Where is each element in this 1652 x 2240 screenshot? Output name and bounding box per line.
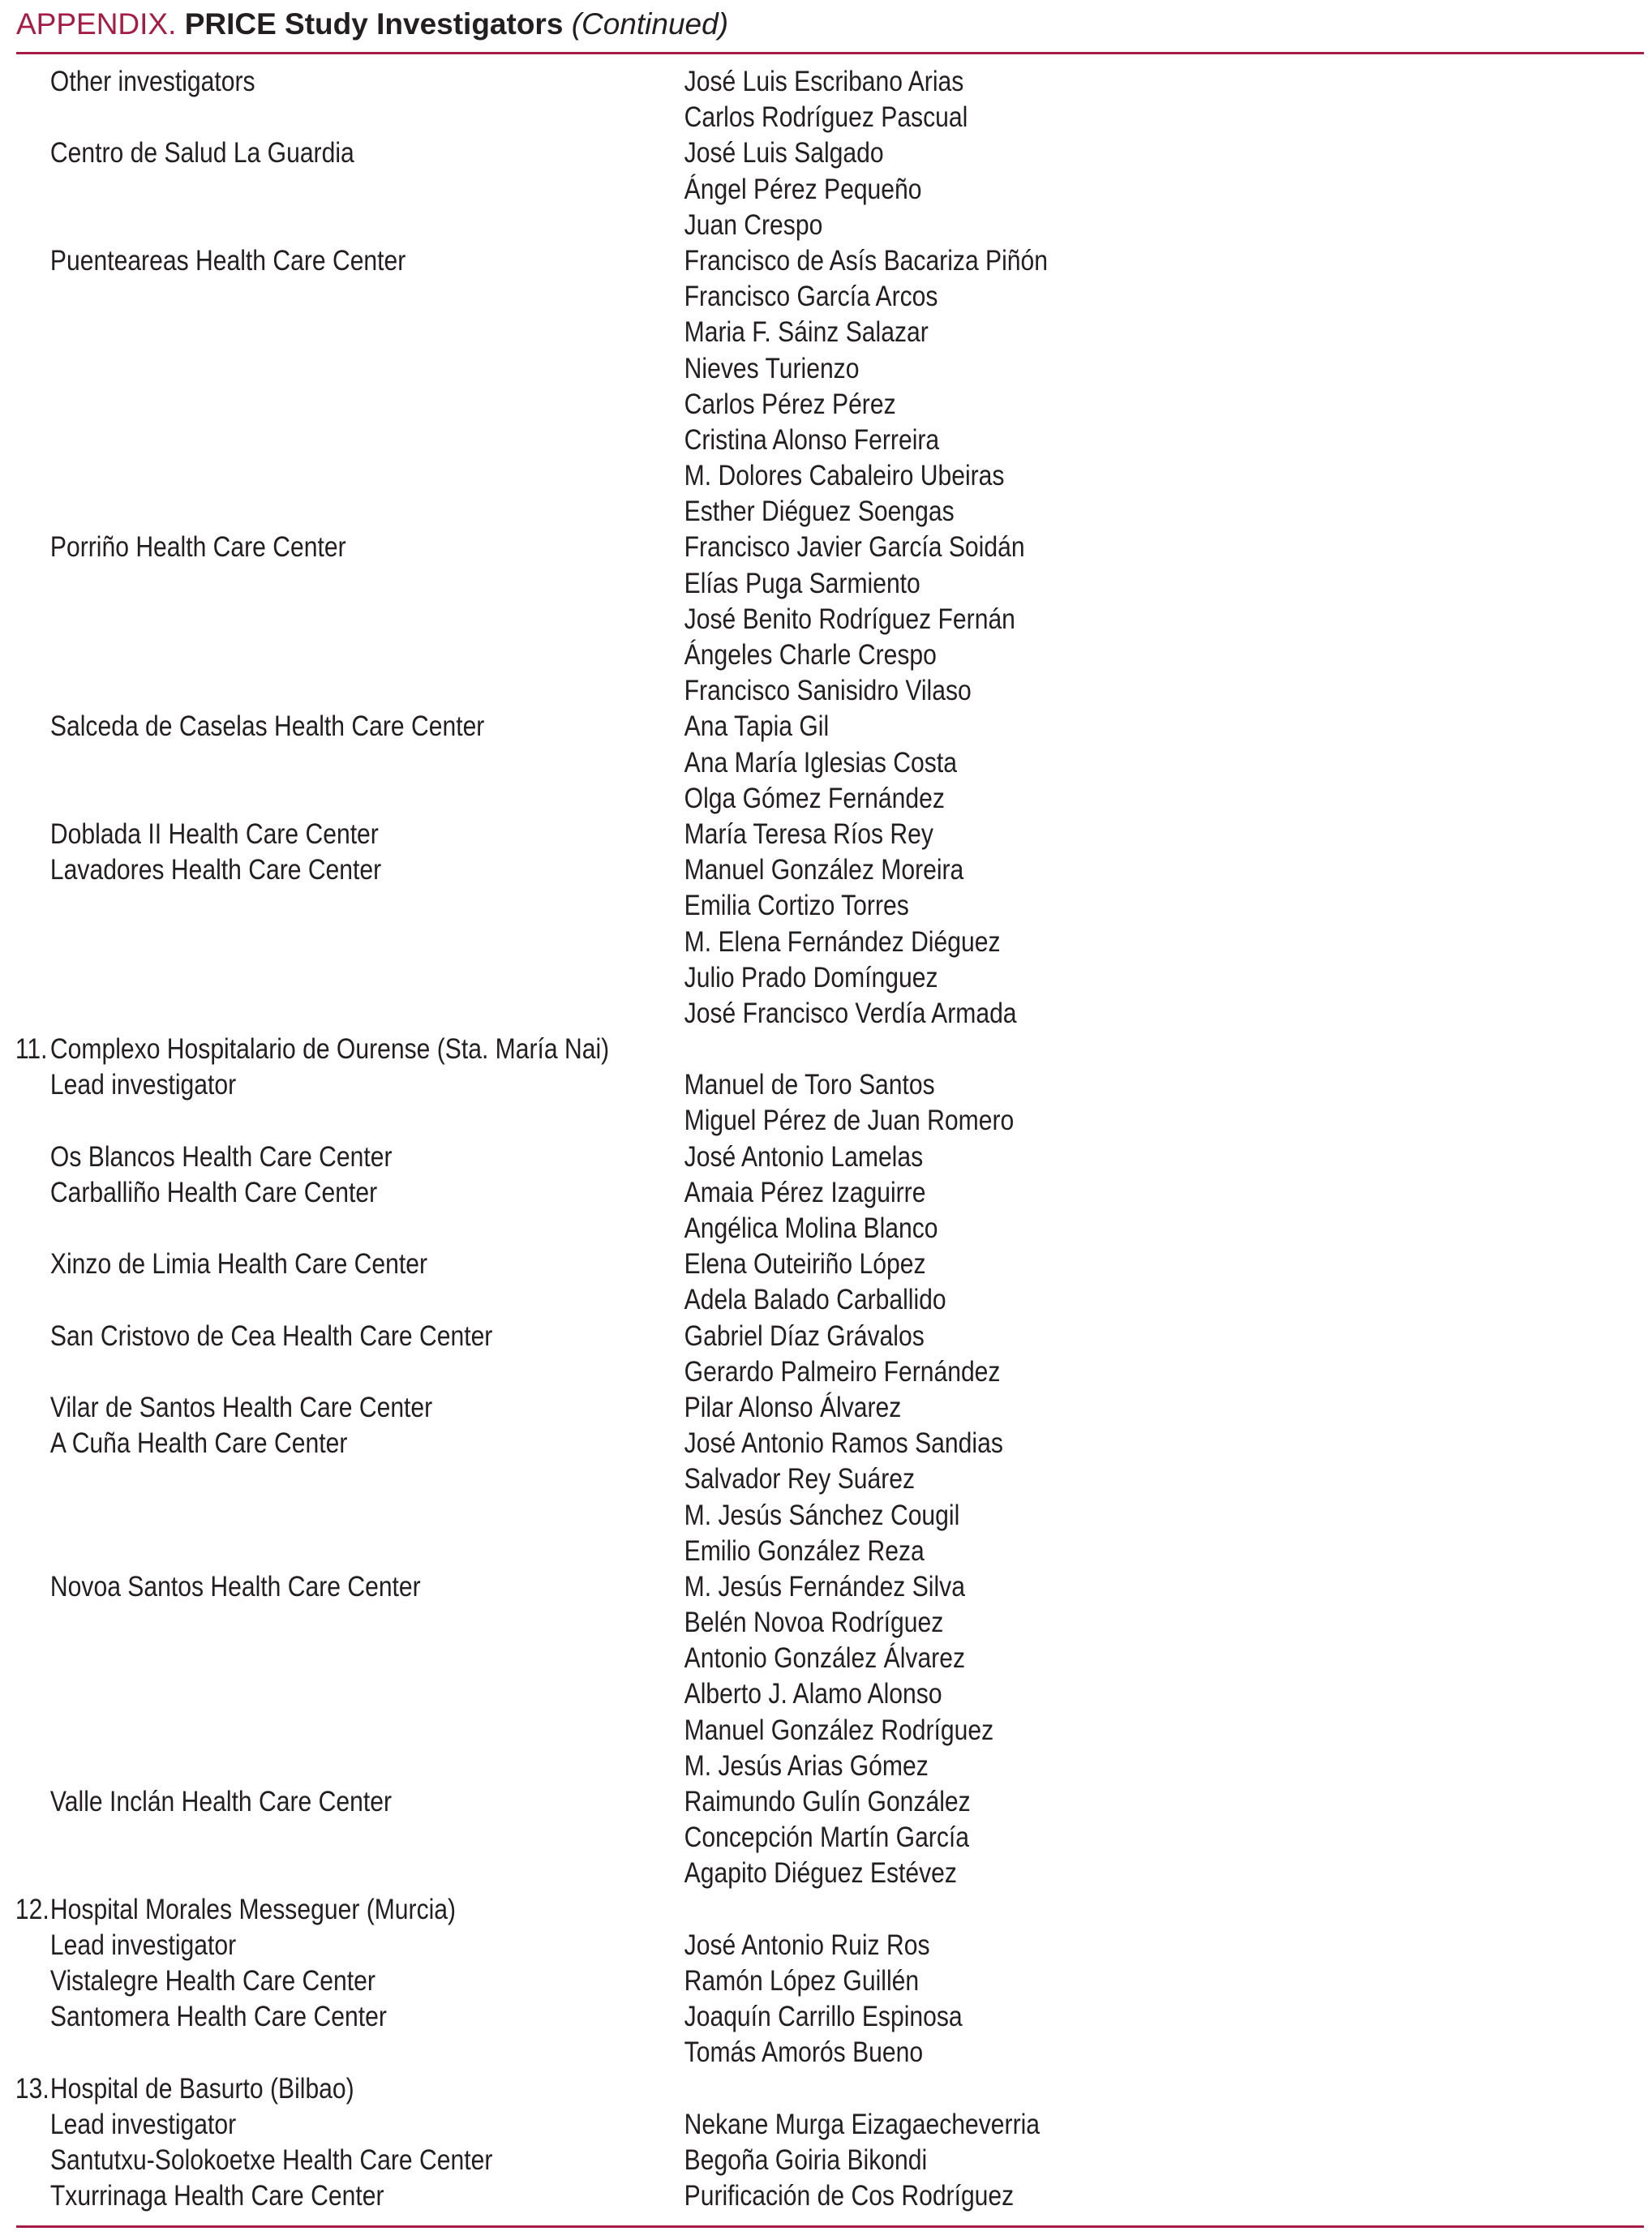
table-row xyxy=(0,1999,1421,2035)
table-row xyxy=(0,1175,1421,1211)
header-rule xyxy=(16,52,1644,54)
table-row xyxy=(0,637,1421,673)
appendix-title: PRICE Study Investigators xyxy=(184,7,564,41)
center-name: Lead investigator xyxy=(49,1929,237,1961)
table-row xyxy=(0,1319,1421,1354)
investigator-name: Pilar Alonso Álvarez xyxy=(684,1391,902,1423)
table-row xyxy=(0,781,1421,817)
table-row xyxy=(0,1390,1421,1426)
table-row xyxy=(0,852,1421,888)
table-row xyxy=(0,1749,1421,1784)
table-row xyxy=(0,1569,1421,1605)
table-row xyxy=(0,387,1421,423)
center-name: Valle Inclán Health Care Center xyxy=(49,1786,392,1817)
site-number: 13. xyxy=(15,2072,49,2105)
site-name: Hospital de Basurto (Bilbao) xyxy=(49,2072,354,2105)
investigator-name: Amaia Pérez Izaguirre xyxy=(684,1176,926,1208)
table-row xyxy=(0,1426,1421,1461)
investigator-name: Nekane Murga Eizagaecheverria xyxy=(684,2108,1041,2140)
investigator-name: Alberto J. Alamo Alonso xyxy=(684,1678,942,1710)
investigator-name: Gerardo Palmeiro Fernández xyxy=(684,1355,1001,1388)
investigator-name: Francisco Sanisidro Vilaso xyxy=(684,675,972,707)
investigator-name: José Antonio Ruiz Ros xyxy=(684,1929,930,1961)
table-row xyxy=(0,888,1421,924)
table-row xyxy=(0,2178,1421,2214)
table-row xyxy=(0,1784,1421,1820)
investigator-name: Manuel González Rodríguez xyxy=(684,1714,994,1746)
investigator-name: Belén Novoa Rodríguez xyxy=(684,1607,944,1639)
investigator-name: Esther Diéguez Soengas xyxy=(684,496,955,528)
appendix-label: APPENDIX. xyxy=(16,7,177,41)
investigator-name: Ana Tapia Gil xyxy=(684,710,830,743)
table-row xyxy=(0,315,1421,350)
investigator-name: Francisco Javier García Soidán xyxy=(684,531,1025,564)
table-row xyxy=(0,1963,1421,1999)
investigator-name: Carlos Rodríguez Pascual xyxy=(684,101,968,134)
table-row xyxy=(0,1676,1421,1712)
investigator-name: M. Jesús Sánchez Cougil xyxy=(684,1499,960,1531)
investigator-name: Olga Gómez Fernández xyxy=(684,782,945,814)
investigator-name: Emilio González Reza xyxy=(684,1534,925,1567)
center-name: Santomera Health Care Center xyxy=(49,2001,387,2033)
table-row xyxy=(0,135,1421,171)
investigator-name: Francisco García Arcos xyxy=(684,281,938,313)
table-row xyxy=(0,745,1421,781)
table-row xyxy=(0,494,1421,530)
investigator-name: M. Jesús Arias Gómez xyxy=(684,1749,929,1782)
investigator-name: Agapito Diéguez Estévez xyxy=(684,1857,957,1890)
investigator-name: Purificación de Cos Rodríguez xyxy=(684,2180,1015,2212)
table-row xyxy=(0,996,1421,1032)
table-row xyxy=(0,2107,1421,2143)
investigator-name: Begoña Goiria Bikondi xyxy=(684,2143,928,2176)
table-row xyxy=(0,1928,1421,1963)
investigator-name: Ramón López Guillén xyxy=(684,1964,920,1997)
table-row xyxy=(0,1605,1421,1641)
center-name: Salceda de Caselas Health Care Center xyxy=(49,710,485,743)
investigator-name: José Antonio Lamelas xyxy=(684,1140,924,1173)
investigator-name: Nieves Turienzo xyxy=(684,352,860,384)
site-name: Complexo Hospitalario de Ourense (Sta. María Nai) xyxy=(49,1033,610,1066)
center-name: Porriño Health Care Center xyxy=(49,531,346,564)
investigator-name: Ángeles Charle Crespo xyxy=(684,639,937,671)
investigator-name: José Antonio Ramos Sandias xyxy=(684,1427,1003,1460)
table-row xyxy=(0,1461,1421,1497)
center-name: Santutxu-Solokoetxe Health Care Center xyxy=(49,2143,493,2176)
center-name: Lead investigator xyxy=(49,1069,237,1101)
center-name: A Cuña Health Care Center xyxy=(49,1427,348,1460)
table-row xyxy=(0,208,1421,243)
table-row xyxy=(0,1354,1421,1390)
investigator-name: Juan Crespo xyxy=(684,208,823,241)
investigator-name: M. Elena Fernández Diéguez xyxy=(684,925,1001,958)
table-row xyxy=(0,602,1421,637)
table-row xyxy=(0,1641,1421,1676)
table-row xyxy=(0,458,1421,494)
investigator-name: Carlos Pérez Pérez xyxy=(684,388,896,420)
table-row xyxy=(0,1820,1421,1856)
investigator-name: Angélica Molina Blanco xyxy=(684,1212,938,1244)
center-name: Doblada II Health Care Center xyxy=(49,817,379,850)
table-row xyxy=(0,351,1421,387)
center-name: Vilar de Santos Health Care Center xyxy=(49,1391,433,1423)
table-row xyxy=(0,817,1421,852)
table-row xyxy=(0,1247,1421,1282)
footer-rule xyxy=(16,2225,1644,2228)
investigator-name: Julio Prado Domínguez xyxy=(684,961,938,993)
investigator-name: M. Jesús Fernández Silva xyxy=(684,1570,965,1603)
site-number: 11. xyxy=(15,1033,48,1066)
investigator-name: María Teresa Ríos Rey xyxy=(684,817,933,850)
investigator-name: Ana María Iglesias Costa xyxy=(684,746,957,779)
center-name: Carballiño Health Care Center xyxy=(49,1176,378,1208)
table-row xyxy=(0,243,1421,279)
investigator-name: Antonio González Álvarez xyxy=(684,1642,966,1675)
table-row xyxy=(0,1032,1421,1067)
center-name: Centro de Salud La Guardia xyxy=(49,137,354,170)
investigator-name: Salvador Rey Suárez xyxy=(684,1463,916,1495)
investigator-name: Miguel Pérez de Juan Romero xyxy=(684,1105,1015,1137)
investigator-name: Joaquín Carrillo Espinosa xyxy=(684,2001,963,2033)
table-row xyxy=(0,1211,1421,1247)
investigator-name: Adela Balado Carballido xyxy=(684,1284,946,1316)
investigator-name: Emilia Cortizo Torres xyxy=(684,890,909,922)
site-name: Hospital Morales Messeguer (Murcia) xyxy=(49,1893,457,1925)
investigator-table xyxy=(0,64,1652,2214)
table-row xyxy=(0,423,1421,458)
investigator-name: José Francisco Verdía Armada xyxy=(684,997,1017,1029)
center-name: Novoa Santos Health Care Center xyxy=(49,1570,421,1603)
table-row xyxy=(0,2143,1421,2178)
investigator-name: Maria F. Sáinz Salazar xyxy=(684,316,929,349)
table-row xyxy=(0,1534,1421,1569)
investigator-name: José Benito Rodríguez Fernán xyxy=(684,603,1015,635)
center-name: Vistalegre Health Care Center xyxy=(49,1964,375,1997)
table-row xyxy=(0,279,1421,315)
center-name: Lead investigator xyxy=(49,2108,237,2140)
page-header xyxy=(16,5,728,44)
table-row xyxy=(0,709,1421,745)
investigator-name: Elías Puga Sarmiento xyxy=(684,567,920,599)
table-row xyxy=(0,1856,1421,1891)
table-row xyxy=(0,1139,1421,1175)
investigator-name: Raimundo Gulín González xyxy=(684,1786,971,1817)
continued-label: (Continued) xyxy=(571,7,729,41)
table-row xyxy=(0,1892,1421,1928)
investigator-name: Elena Outeiriño López xyxy=(684,1248,926,1281)
investigator-name: Concepción Martín García xyxy=(684,1822,969,1854)
table-row xyxy=(0,2071,1421,2107)
investigator-name: Cristina Alonso Ferreira xyxy=(684,423,940,456)
table-row xyxy=(0,530,1421,565)
table-row xyxy=(0,1498,1421,1534)
investigator-name: Manuel González Moreira xyxy=(684,854,964,886)
investigator-name: Francisco de Asís Bacariza Piñón xyxy=(684,244,1049,277)
investigator-name: Tomás Amorós Bueno xyxy=(684,2036,924,2069)
investigator-name: José Luis Escribano Arias xyxy=(684,66,964,97)
table-row xyxy=(0,1282,1421,1318)
center-name: Txurrinaga Health Care Center xyxy=(49,2180,384,2212)
investigator-name: Manuel de Toro Santos xyxy=(684,1069,935,1101)
table-row xyxy=(0,1103,1421,1139)
table-row xyxy=(0,64,1421,100)
center-name: Os Blancos Health Care Center xyxy=(49,1140,393,1173)
investigator-name: Ángel Pérez Pequeño xyxy=(684,173,922,205)
table-row xyxy=(0,673,1421,709)
table-row xyxy=(0,1713,1421,1749)
table-row xyxy=(0,1067,1421,1103)
center-name: Xinzo de Limia Health Care Center xyxy=(49,1248,428,1281)
center-name: Lavadores Health Care Center xyxy=(49,854,382,886)
investigator-name: Gabriel Díaz Grávalos xyxy=(684,1320,925,1352)
table-row xyxy=(0,100,1421,135)
table-row xyxy=(0,2035,1421,2070)
center-name: Other investigators xyxy=(49,66,255,97)
table-row xyxy=(0,172,1421,208)
table-row xyxy=(0,960,1421,996)
site-number: 12. xyxy=(15,1893,49,1925)
investigator-name: M. Dolores Cabaleiro Ubeiras xyxy=(684,460,1005,492)
table-row xyxy=(0,566,1421,602)
table-row xyxy=(0,925,1421,960)
center-name: Puenteareas Health Care Center xyxy=(49,244,406,277)
center-name: San Cristovo de Cea Health Care Center xyxy=(49,1320,493,1352)
investigator-name: José Luis Salgado xyxy=(684,137,884,170)
